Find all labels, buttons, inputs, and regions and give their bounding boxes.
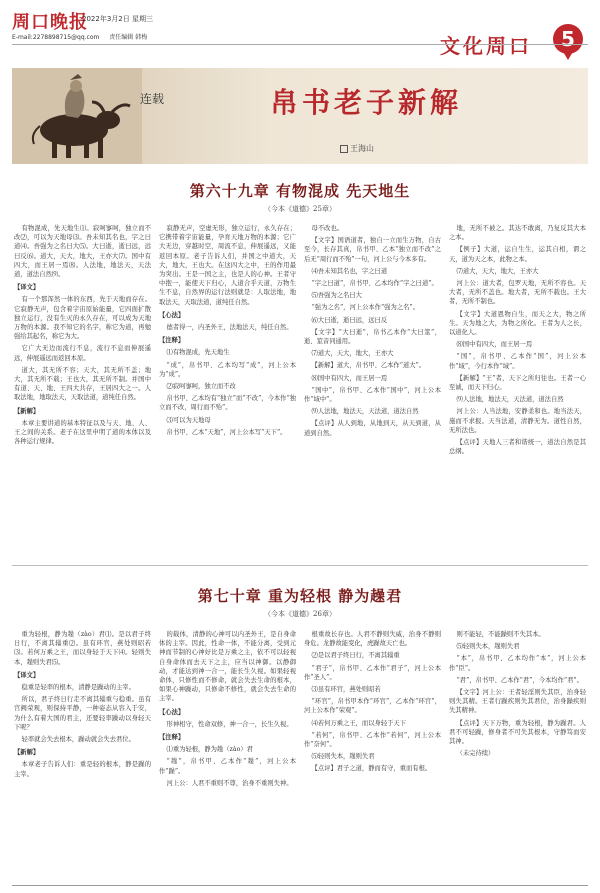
ox-rider-illustration	[12, 68, 142, 164]
article-title: 帛书老子新解	[270, 86, 463, 119]
text-column	[14, 630, 151, 880]
text-column	[159, 630, 296, 880]
masthead-meta	[12, 32, 155, 41]
paragraph: 本章老子告诉人们：重是轻的根本，静是躁的主宰。	[14, 761, 151, 778]
paragraph: 重为轻根，静为趮（zào）君⑴。是以君子终日行，不离其辎重⑵。虽有环官，燕处则昭若⑶。若何万乘之王，而以身轻于天下⑷。轻则失本，趮则失君⑸。	[14, 631, 151, 666]
paragraph: ⑸轻则失本，趮则失君	[311, 753, 375, 761]
paragraph: “本”，帛书甲、乙本均作“本”，河上公本作“臣”。	[449, 655, 586, 672]
chapter-70-heading	[12, 585, 588, 619]
paragraph: “成”，帛书甲、乙本均写“成”，河上公本为“成”。	[159, 361, 296, 378]
author-marker-icon	[340, 145, 348, 153]
paragraph: 【点评】君子之道，静而有守，重而有根。	[311, 765, 432, 773]
paragraph: ⑼人法地，地法天，天法道，道法自然	[456, 396, 564, 404]
paragraph: 【点评】天地人三者和谐统一，道法自然是其总纲。	[449, 439, 586, 456]
byline	[340, 143, 374, 154]
chapter-subtitle: （今本《道德》26章）	[264, 610, 336, 618]
paragraph: 【心法】	[159, 708, 185, 716]
paragraph: 【注释】	[159, 337, 185, 345]
paragraph: 根重故长存也。人君不静则失威，治身不静则身危。龙静故能变化，虎躁故天亡也。	[304, 631, 441, 648]
chapter-title: 第七十章 重为轻根 静为趮君	[197, 587, 403, 605]
dateline: 2022年3月2日 星期三	[82, 15, 153, 23]
paragraph: “君子”，帛书甲、乙本作“君子”，河上公本作“圣人”。	[304, 664, 441, 681]
paragraph: ⑸轻则失本，趮则失君	[456, 643, 520, 651]
paragraph: 【例子】大道，运自生生，运其自相，谓之天，道为天之本，此物之本。	[449, 246, 586, 263]
section-title: 文化周口	[440, 34, 532, 58]
paragraph: “环官”，帛书甲本作“环官”，乙本作“环官”，河上公本作“荣观”。	[304, 698, 441, 715]
paragraph: ⑵是以君子终日行，不离其辎重	[311, 652, 400, 660]
paragraph: ⑵寂呵寥呵，独立而不改	[166, 383, 236, 391]
paragraph: 轻率就会失去根本，躁动就会失去君位。	[21, 736, 135, 744]
paragraph: 【译文】	[14, 671, 40, 679]
paragraph: ⑻国中有四大，而王居一焉	[456, 341, 533, 349]
paragraph: 【文字】大道恩物自生，而天之大，物之所生。天为地之大，为物之所化。王者为人之长，以道化人。	[449, 310, 586, 337]
paragraph: 本章主要讲道的基本特征以及与天、地、人、王之间的关系。老子在这里申明了道的本体以及各种运行规律。	[14, 419, 151, 446]
paragraph: 的载体，清静的心神可以内圣外王，是自身命体的主宰。因此，性命一体，不能分离，受到元神而节制的心神好比是万乘之主，依不可以轻视自身命体而去天下之主，应当以神御。以静御动，才能达到神一合一，能长生久视。如果轻视命体，只修性而不修命，就会失去生命的根本，如果心神躁动，只修命不修性，就会失去生命的主宰。	[159, 631, 296, 703]
paragraph: ⑸吾强为之名曰大	[311, 292, 362, 300]
text-column	[14, 224, 151, 554]
paragraph: ⑷若何万乘之王，而以身轻于天下	[311, 719, 406, 727]
chapter-subtitle: （今本《道德》25章）	[264, 205, 336, 213]
paragraph: 寂静无声，空虚无形，独立运行，永久存在；它携带着宇宙能量，孕育天地万物的本源；它广大无边，穿越时空，周流不息，伸展遥远，又能返回本原。老子告诉人们，并国之中道大，天大，地大，王也大。在这四大之中，王的作用最为突出。王是一国之主，也是人的心神。王者守中抱一，能使天下归心，人道合乎天道，万物生生不息，自然界的运行法则就是：人取法地，地取法天，天取法道，道纯任自然。	[159, 225, 296, 306]
paragraph: 地，无所不被之。其达不敢离，乃复反其大本之本。	[449, 225, 586, 242]
paragraph: 形神相守，性命双修，神一合一，长生久视。	[166, 720, 293, 728]
text-column	[304, 630, 441, 880]
editor: 责任编辑 韩梅	[109, 34, 148, 41]
newspaper-logo: 周口晚报	[12, 12, 88, 33]
paragraph: ⑶虽有环官，燕处则昭若	[311, 686, 381, 694]
footer-rule	[12, 885, 588, 886]
paragraph: “字之曰道”，帛书甲、乙本均作“字之曰道”。	[311, 280, 438, 288]
paragraph: ⑼人法地，地法天，天法道，道法自然	[311, 408, 419, 416]
paragraph: 【译文】	[14, 284, 40, 292]
paragraph: ⑺道大，天大，地大，王亦大	[311, 350, 394, 358]
paragraph: ⑹大曰逝，逝曰远，远曰反	[311, 316, 388, 324]
paragraph: （未完待续）	[456, 750, 495, 758]
paragraph: 【文字】国语道者，独自一立而生万物，自古至今，长存其真，帛书甲、乙本“独立而不改”之后无“周行而不殆”一句，河上公与今本多有。	[304, 237, 441, 263]
paragraph: 【新解】	[14, 749, 40, 757]
paragraph: 【文字】“大曰逝”，帛书乙本作“大曰筮”，逝、筮音同通用。	[304, 328, 441, 346]
paragraph: “强为之名”，河上公本作“强为之名”。	[311, 304, 419, 312]
chapter-70-body	[14, 630, 586, 880]
paragraph: 则不能轻，不能躁则不失其本。	[456, 631, 545, 638]
text-column	[304, 224, 441, 554]
chapter-title: 第六十九章 有物混成 先天地生	[189, 182, 411, 200]
paragraph: ⑴重为轻根，静为趮（zào）君	[166, 746, 253, 754]
paragraph: 【点评】从人到地，从地到天，从天到道，从道到自然。	[304, 420, 441, 437]
paragraph: 帛书甲、乙本“天地”，河上公本写“天下”。	[166, 428, 287, 436]
paragraph: ⑶可以为天地母	[166, 416, 211, 424]
paragraph: 河上公：人当法地，安静柔和也。地当法天，施而不求报。天当法道，清静无为。道性自然，无所法也。	[449, 408, 586, 434]
paragraph: “若何”，帛书甲、乙本作“若何”，河上公本作“奈何”。	[304, 731, 441, 749]
paragraph: 它广大无边而流行不息，流行不息而伸展遥远，伸展遥远而返回本原。	[14, 345, 151, 362]
section-divider	[12, 565, 588, 566]
paragraph: 【心法】	[159, 311, 185, 319]
header-rule	[12, 44, 588, 45]
masthead	[0, 0, 600, 72]
email: E-mail:2278898715@qq.com	[12, 34, 100, 41]
paragraph: 【新解】	[14, 407, 40, 415]
series-label: 连载	[140, 92, 165, 106]
paragraph: 稳重是轻率的根本，清静是躁动的主宰。	[21, 684, 135, 692]
page-number-badge: 5	[553, 24, 583, 54]
paragraph: 【新解】道大，帛书甲、乙本作“道大”。	[311, 362, 426, 370]
paragraph: 【注释】	[159, 734, 185, 742]
paragraph: 【点评】天下万物，重为轻根，静为躁君。人君不可轻躁，修身者不可失其根本，守静笃而安其神。	[449, 719, 586, 746]
paragraph: 河上公：道大者，包罗天地，无所不容也。天大者，无所不盖也。地大者，无所不载也。王大者，无所不制也。	[449, 280, 586, 306]
text-column	[159, 224, 296, 554]
paragraph: “国中”，帛书甲、乙本作“国中”，河上公本作“域中”。	[304, 386, 441, 404]
paragraph: “君”，帛书甲、乙本作“君”，今本均作“君”。	[456, 676, 583, 684]
paragraph: 道大，其无所不容；天大，其无所不盖；地大，其无所不载；王也大，其无所不制。并国中有道、天、地、王四大共存，王居四大之一。人取法地，地取法天，天取法道，道纯任自然。	[14, 366, 151, 402]
article-banner	[12, 68, 588, 164]
paragraph: 帛书甲、乙本均有“独立”而“不改”，今本作“独立而不改，周行而不殆”。	[159, 395, 296, 412]
paragraph: ⑻国中有四大，而王居一焉	[311, 374, 388, 382]
author-name: 王海山	[350, 144, 374, 153]
paragraph: 河上公：人君不重则不尊，治身不重则失神。	[166, 779, 293, 787]
chapter-69-heading	[12, 180, 588, 214]
paragraph: “趮”，帛书甲、乙本作“趮”，河上公本作“躁”。	[159, 758, 296, 775]
paragraph: 所以，君子终日行走不离其辎重与稳重。虽有宫阙荣观，则保持平静，一种姿态从容入于安，为什么有着大国的君主，还要轻率躁动以身轻天下呢？	[14, 696, 151, 731]
paragraph: 有一个那浑然一体的东西，先于天地而存在。它寂静无声，包含着宇宙原始能量，它四面扩散独立运行，没有生灭的永久存在，可以成为天地万物的本源。我不知它的名字，称它为道，再勉强给其起名，称它为大。	[14, 296, 151, 341]
paragraph: 【新解】“王”者，天下之所归往也。王者一心至诚，而天下归心。	[449, 374, 586, 392]
paragraph: ⑷吾未知其名也，字之曰道	[311, 267, 388, 275]
paragraph: 母不改也。	[311, 225, 344, 232]
paragraph: ⑺道大，天大，地大，王亦大	[456, 267, 539, 275]
paragraph: 有物混成，先天地生⑴。寂呵寥呵，独立而不改⑵，可以为天地母⑶。吾未知其名也，字之曰道⑷。吾强为之名曰大⑸。大曰逝，逝曰远，远曰反⑹。道大，天大，地大，王亦大⑺。国中有四大，而王居一焉⑻。人法地，地法天，天法道，道法自然⑼。	[14, 225, 151, 279]
chapter-69-body	[14, 224, 586, 554]
paragraph: “国”，帛书甲、乙本作“国”，河上公本作“域”，今行本作“域”。	[449, 353, 586, 370]
paragraph: 【文字】河上公：王者轻淫则失其臣，治身轻则失其精。王者行躁疾则失其君位，治身躁疾则失其精神。	[449, 689, 586, 715]
paragraph: ⑴有物混成，先天地生	[166, 349, 230, 357]
text-column	[449, 630, 586, 880]
text-column	[449, 224, 586, 554]
paragraph: 德者得一，内圣外王，法地法天，纯任自然。	[166, 324, 293, 332]
